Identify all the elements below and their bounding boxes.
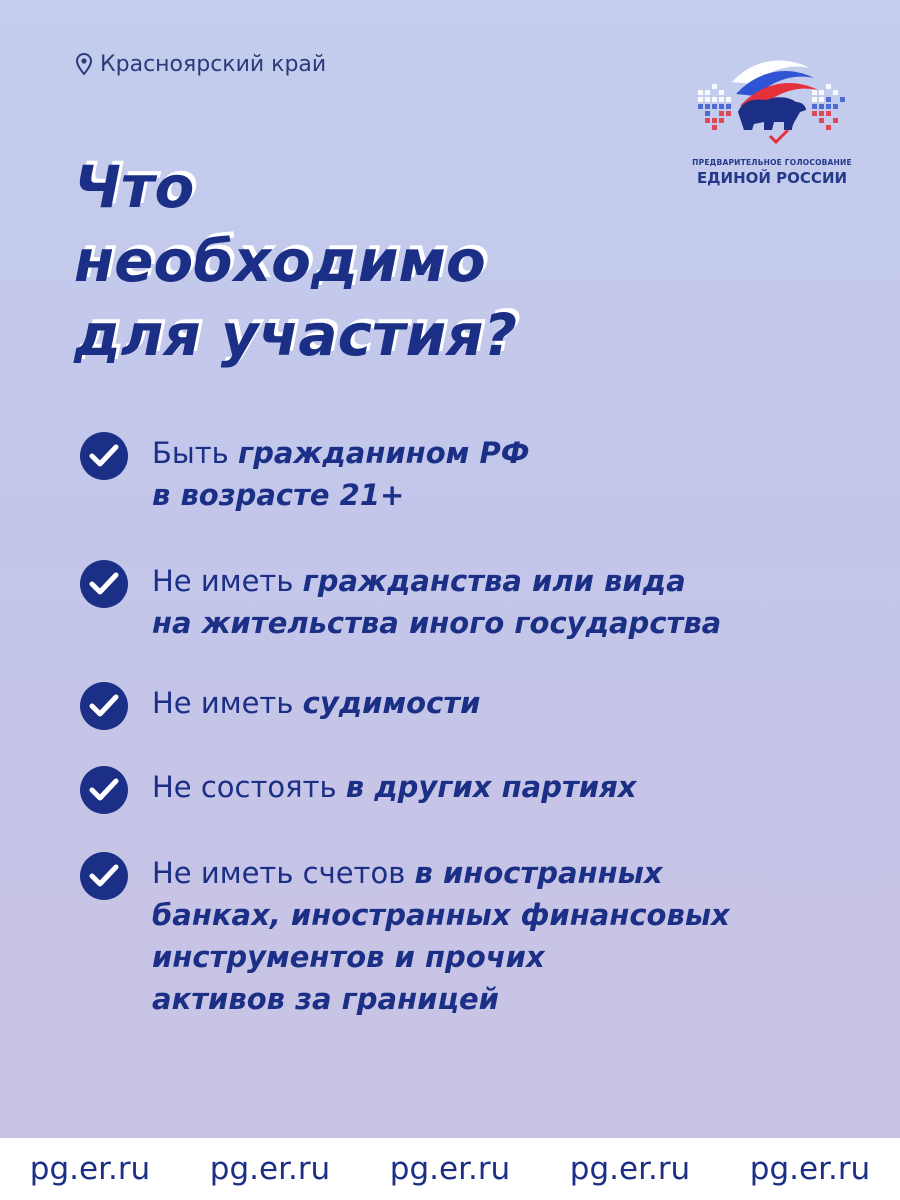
list-item — [80, 852, 880, 1020]
list-item — [80, 766, 880, 814]
party-logo — [692, 50, 852, 190]
title-line-3: для участия? — [74, 301, 518, 369]
requirement-text: Не иметь судимости — [152, 686, 481, 720]
title-line-2: необходимо — [74, 227, 486, 295]
footer-links — [0, 1138, 900, 1200]
requirement-text: Быть гражданином РФ в возрасте 21+ — [152, 436, 530, 512]
location-pin-icon — [76, 53, 92, 75]
page-title — [74, 150, 674, 372]
checkmark-icon — [80, 432, 128, 480]
footer-link[interactable]: pg.er.ru — [389, 1151, 511, 1187]
location — [76, 50, 326, 78]
footer-link[interactable]: pg.er.ru — [749, 1151, 871, 1187]
footer-link[interactable]: pg.er.ru — [569, 1151, 691, 1187]
checkmark-icon — [80, 560, 128, 608]
bear-flag-logo-icon — [692, 50, 852, 154]
requirement-text: Не состоять в других партиях — [152, 770, 637, 804]
list-item — [80, 560, 880, 644]
title-line-1: Что — [74, 153, 195, 221]
list-item — [80, 432, 880, 516]
checkmark-icon — [80, 766, 128, 814]
checkmark-icon — [80, 852, 128, 900]
location-label: Красноярский край — [100, 51, 327, 77]
footer-link[interactable]: pg.er.ru — [209, 1151, 331, 1187]
requirement-text: Не иметь гражданства или вида на жительства иного государства — [152, 564, 722, 640]
list-item — [80, 682, 880, 730]
checkmark-icon — [80, 682, 128, 730]
requirement-text: Не иметь счетов в иностранных банках, иностранных финансовых инструментов и прочих активов за границей — [152, 856, 730, 1016]
footer-link[interactable]: pg.er.ru — [29, 1151, 151, 1187]
logo-subtitle: ПРЕДВАРИТЕЛЬНОЕ ГОЛОСОВАНИЕ — [692, 158, 852, 167]
logo-name: ЕДИНОЙ РОССИИ — [696, 169, 848, 187]
